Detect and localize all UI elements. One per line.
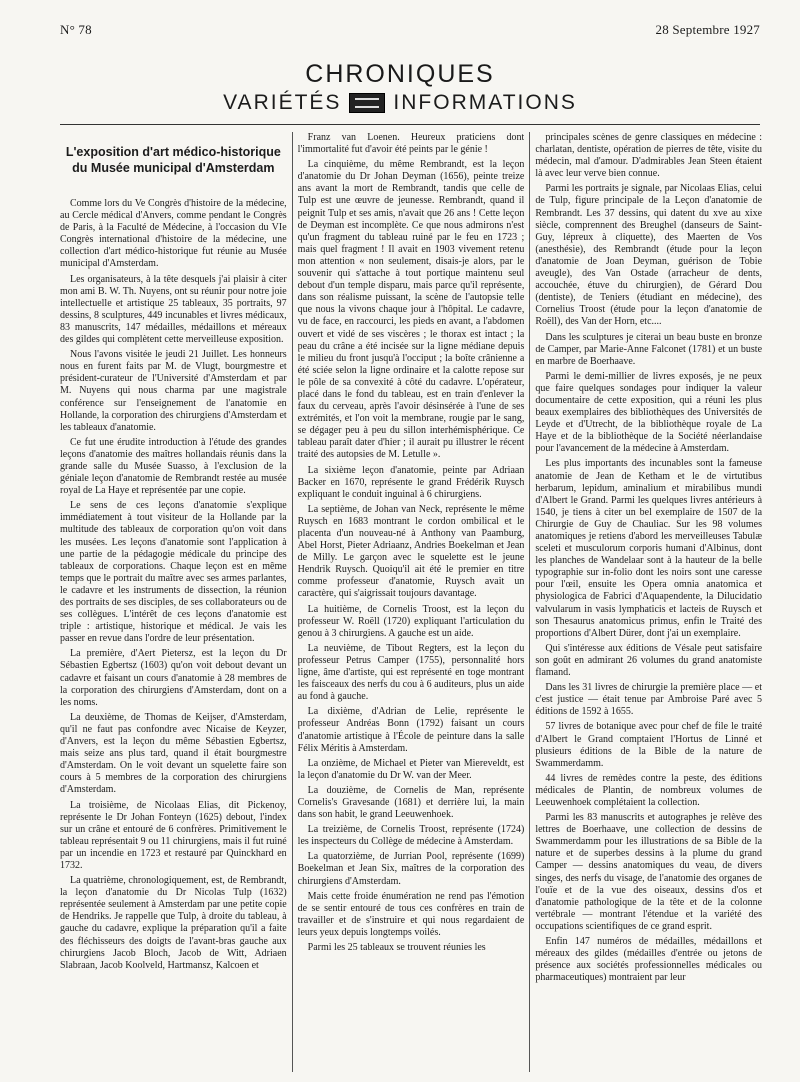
paragraph: La troisième, de Nicolaas Elias, dit Pickenoy, représente le Dr Johan Fonteyn (1625) debout, l'index sur un crâne et entouré de 6 confrères. Primitivement le tableau représentait 9 ou 11 chirurgiens, mais il fut ruiné par un incendie en 1723 et restauré par Quinckhard en 1732. [60, 799, 287, 871]
column-1 [60, 132, 287, 1072]
paragraph: La treizième, de Cornelis Troost, représente (1724) les inspecteurs du Collège de médecine à Amsterdam. [297, 824, 525, 848]
paragraph: Nous l'avons visitée le jeudi 21 Juillet. Les honneurs nous en furent faits par M. de Vlugt, bourgmestre et président-curateur de l'Université d'Amsterdam et par M. Nuyens qui nous charma par une magistrale conférence sur l'enseignement de l'anatomie en Hollande, la corporation des chirurgiens d'Amsterdam et les tableaux d'anatomie. [60, 349, 287, 433]
paragraph: Parmi les portraits je signale, par Nicolaas Elias, celui de Tulp, figure principale de la Leçon d'anatomie de Rembrandt. Les 37 dessins, qui datent du xve au xixe siècle, comprennent des Breughel (danseurs de Saint-Guy, lépreux à cliquette), des Maerten de Vos (anesthésie), des Rembrandt (étude pour la leçon d'anatomie de Joan Deyman, guérison de Tobie aveugle), des Van Ostade (arracheur de dents, accouchée, étuve du chirurgien), de Gérard Dou (dentiste), de Teniers (étudiant en médecine), des Cornelius Troost (étude pour la leçon d'anatomie de Roëll), des Van der Horn, etc.... [535, 183, 763, 328]
issue-date: 28 Septembre 1927 [655, 22, 760, 37]
paragraph: Parmi le demi-millier de livres exposés, je ne peux que faire quelques sondages pour indiquer la valeur documentaire de cette exposition, qui a réuni les plus beaux exemplaires des bibliothèques des Universités de Leyde et d'Utrecht, de la bibliothèque royale de La Haye et de la bibliothèque de la Société néerlandaise pour l'avancement de la médecine à Amsterdam. [535, 370, 763, 455]
paragraph: 44 livres de remèdes contre la peste, des éditions médicales de Plantin, de nombreux volumes de Leeuwenhoek complétaient la collection. [535, 772, 763, 808]
paragraph: Parmi les 83 manuscrits et autographes je relève des lettres de Boerhaave, une collection de dessins de Swammerdamm pour les illustrations de sa Bible de la nature et de superbes dessins à la plume du grand Camper — dessins anatomiques du veau, de divers singes, des nerfs du visage, de l'anatomie des organes de l'ouïe et de la vue des oiseaux, dessins d'os et d'anatomie pathologique de la tête et de la colonne vertébrale — montrant l'étendue et la variété des occupations scientifiques de ce grand esprit. [535, 812, 763, 932]
paragraph: La huitième, de Cornelis Troost, est la leçon du professeur W. Roëll (1720) expliquant l'articulation du genou à 3 chirurgiens. A gauche est un aide. [297, 603, 525, 639]
masthead [0, 60, 800, 116]
column-divider-1 [292, 132, 293, 1072]
article-title-line-2: du Musée municipal d'Amsterdam [72, 161, 275, 175]
paragraph: La cinquième, du même Rembrandt, est la leçon d'anatomie du Dr Johan Deyman (1656), peinte treize ans avant la mort de Rembrandt, tandis que celle de Tulp est une œuvre de jeunesse. Rembrandt, quand il peignit Tulp et ses amis, n'avait que 26 ans ! Cette leçon de Deyman est incomplète. Ce que nous admirons n'est qu'un fragment du tableau ruiné par le feu en 1723 ; mais quel fragment ! Il avait en 1903 vivement retenu mon attention « non seulement, disais-je alors, par le souvenir qui s'attache à tout portique maintenu seul debout d'un temple disparu, mais parce qu'il représente, dans son réalisme puissant, la scène de l'autopsie telle que nous la vivons chaque jour à l'hôpital. Le cadavre, vu de face, en raccourci, les pieds en avant, a l'abdomen ouvert et vidé de ses viscères ; le thorax est intact ; la peau du crâne a été incisée sur la ligne médiane depuis le milieu du front jusqu'à l'occiput ; la boîte crânienne a été sciée selon la ligne ordinaire et la calotte repose sur le pôle de sa convexité à côté du cadavre. L'opérateur, placé dans le fond du tableau, est en train d'enlever la faux du cerveau, après l'avoir désinsérée à l'une de ses extrémités, et l'on voit la membrane, rougie par le sang, se dégager peu à peu du sillon interhémisphérique. Ce tableau paraît dater d'hier ; il aurait pu illustrer le récent traité des autopsies de M. Letulle ». [297, 159, 525, 461]
paragraph: La neuvième, de Tibout Regters, est la leçon du professeur Petrus Camper (1755), personnalité hors ligne, âme d'artiste, qui est représenté en toge montrant les faisceaux des nerfs du cou à 6 auditeurs, plus un aide au fond à gauche. [297, 642, 525, 703]
paragraph: La septième, de Johan van Neck, représente le même Ruysch en 1683 montrant le cordon ombilical et le placenta d'un nouveau-né à Anthony van Paamburg, Abel Horst, Pieter Adriaanz, Andries Boekelman et Jean de Milly. Le garçon avec le squelette est le jeune Hendrik Ruysch. Quoiqu'il ait été le premier en titre comme professeur d'anatomie, Ruysch avait un caractère, qui s'aigrissait toujours davantage. [297, 503, 525, 600]
article-title-line-1: L'exposition d'art médico-historique [65, 145, 281, 159]
paragraph: Ce fut une érudite introduction à l'étude des grandes leçons d'anatomie des maîtres hollandais réunis dans la grande salle du Musée Suasso, à l'exclusion de la géniale leçon d'anatomie de Rembrandt restée au musée royal de La Haye et représentée par une copie. [60, 436, 287, 497]
paragraph: Franz van Loenen. Heureux praticiens dont l'immortalité fut d'avoir été peints par le génie ! [297, 132, 525, 156]
masthead-title: CHRONIQUES [305, 60, 495, 88]
paragraph: Dans les sculptures je citerai un beau buste en bronze de Camper, par Marie-Anne Falconet (1781) et un buste en marbre de Boerhaave. [535, 331, 763, 367]
masthead-right-word: INFORMATIONS [393, 91, 577, 114]
paragraph: Le sens de ces leçons d'anatomie s'explique immédiatement à tout visiteur de la Hollande par la multitude des tableaux de corporation qu'on voit dans les musées. Les leçons d'anatomie sont l'application à une partie de la pédagogie médicale du principe des tableaux de corporations. Chaque leçon est en même temps que le portrait du maître avec ses armes parlantes, le cadavre et les instruments de dissection, la réunion des portraits de ses disciples, de ses collaborateurs ou de ses collègues. L'intérêt de ces leçons d'anatomie est triple : artistique, historique et médical. Je vais les passer en revue dans l'ordre de leur présentation. [60, 500, 287, 645]
article-columns [60, 132, 762, 1072]
paragraph: La dixième, d'Adrian de Lelie, représente le professeur Andréas Bonn (1792) faisant un cours d'anatomie artistique à l'École de peinture dans la salle Félix Méritis à Amsterdam. [297, 706, 525, 754]
paragraph: La onzième, de Michael et Pieter van Miereveldt, est la leçon d'anatomie du Dr W. van der Meer. [297, 757, 525, 781]
paragraph: La deuxième, de Thomas de Keijser, d'Amsterdam, qu'il ne faut pas confondre avec Nicaise de Keyzer, d'Anvers, est la leçon du même Sébastien Egbertsz, mais seize ans plus tard, quand il était bourgmestre d'Amsterdam. On le voit devant un squelette faire son cours à 5 membres de la corporation des chirurgiens d'Amsterdam. [60, 711, 287, 796]
article-title [60, 144, 287, 176]
paragraph: Comme lors du Ve Congrès d'histoire de la médecine, au Cercle médical d'Anvers, comme pendant le Congrès de Paris, à la Faculté de Médecine, à l'occasion du VIe Congrès international d'histoire de la médecine, une collection d'art médico-historique fut réunie au Musée municipal d'Amsterdam. [60, 198, 287, 270]
header-divider [60, 124, 760, 125]
running-header [60, 22, 760, 38]
paragraph: Qui s'intéresse aux éditions de Vésale peut satisfaire son goût en admirant 26 volumes du grand anatomiste flamand. [535, 642, 763, 679]
masthead-subtitle [0, 90, 800, 116]
paragraph: principales scènes de genre classiques en médecine : charlatan, dentiste, opération de pierres de tête, visite du médecin, mal d'amour. D'admirables Jean Steen étaient là avec leur verve bien connue. [535, 132, 763, 180]
paragraph: Parmi les 25 tableaux se trouvent réunies les [307, 942, 486, 953]
paragraph: Les plus importants des incunables sont la fameuse anatomie de Jean de Ketham et le de virtutibus herbarum, lepidum, aminalium et mirabilibus mundi d'Albert le Grand. Parmi les quelques livres antérieurs à 1540, je tiens à citer un bel exemplaire de 1507 de la Chirurgie de Guy de Chauliac. Sur les 98 volumes anatomiques je retiens d'abord les merveilleuses Tabulæ sceleti et musculorum corporis humani d'Albinus, dont les planches de Wandelaar sont à la hauteur de la belle typographie sur in-folio dont les noirs sont une caresse pour l'œil, ensuite les Opera omnia anatomica et physiologica de Fabrici d'Aquapendente, la Dilucidatio valvularum in vasis lymphaticis et lacteis de Ruysch et son Thesaurus anatomicus primus, enfin le Traité des proportions d'Albert Dürer, dont j'ai un exemplaire. [535, 458, 763, 639]
issue-number: N° 78 [60, 22, 92, 37]
paragraph: Les organisateurs, à la tête desquels j'ai plaisir à citer mon ami B. W. Th. Nuyens, ont su réunir pour notre joie intellectuelle et artistique 25 tableaux, 35 portraits, 97 dessins, 8 sculptures, 449 incunables et livres médicaux, 83 manuscrits, 147 médailles, médaillons et méreaux des gildes qui complètent cette merveilleuse exposition. [60, 273, 287, 346]
paragraph: La douzième, de Cornelis de Man, représente Cornelis's Gravesande (1681) et derrière lui, la main dans son habit, le grand Leeuwenhoek. [297, 784, 525, 821]
paragraph: La sixième leçon d'anatomie, peinte par Adriaan Backer en 1670, représente le grand Frédérik Ruysch expliquant le conduit inguinal à 6 chirurgiens. [297, 464, 525, 500]
paragraph: Dans les 31 livres de chirurgie la première place — et c'est justice — était tenue par Ambroise Paré avec 5 éditions de 1592 à 1655. [535, 682, 763, 718]
masthead-left-word: VARIÉTÉS [223, 91, 342, 114]
paragraph: La quatorzième, de Jurrian Pool, représente (1699) Boekelman et Jean Six, maîtres de la corporation des chirurgiens d'Amsterdam. [297, 851, 525, 887]
paragraph: Enfin 147 numéros de médailles, médaillons et méreaux des gildes (médailles d'entrée ou jetons de présence aux sociétés professionnelles médicales ou pharmaceutiques) montraient par leur [535, 936, 763, 984]
paragraph: 57 livres de botanique avec pour chef de file le traité d'Albert le Grand comptaient l'Hortus de Linné et plusieurs éditions de la Bible de la nature de Swammerdamm. [535, 721, 763, 769]
paragraph: La première, d'Aert Pietersz, est la leçon du Dr Sébastien Egbertsz (1603) qu'on voit debout devant un cadavre et faisant un cours d'anatomie à 28 membres de la corporation des chirurgiens d'Amsterdam, dont on a les noms. [60, 648, 287, 708]
column-3 [535, 132, 762, 1072]
emblem-icon [349, 93, 385, 113]
column-2 [298, 132, 525, 1072]
column-divider-2 [529, 132, 530, 1072]
paragraph: La quatrième, chronologiquement, est, de Rembrandt, la leçon d'anatomie du Dr Nicolas Tulp (1632) représentée seulement à Amsterdam par une petite copie de Hendriks. Je rappelle que Tulp, à droite du tableau, à gauche du cadavre, explique la préparation qu'il a faite des fléchisseurs des doigts de l'avant-bras gauche aux chirurgiens Jacob Bloch, Jacob de Witt, Adriaen Slabraan, Jacob Koolveld, Hartmansz, Kalcoen et [60, 875, 287, 971]
paragraph: Mais cette froide énumération ne rend pas l'émotion de se sentir entouré de tous ces confrères en train de travailler et de s'instruire et qui nous regardaient de leurs yeux depuis longtemps voilés. [297, 890, 525, 938]
